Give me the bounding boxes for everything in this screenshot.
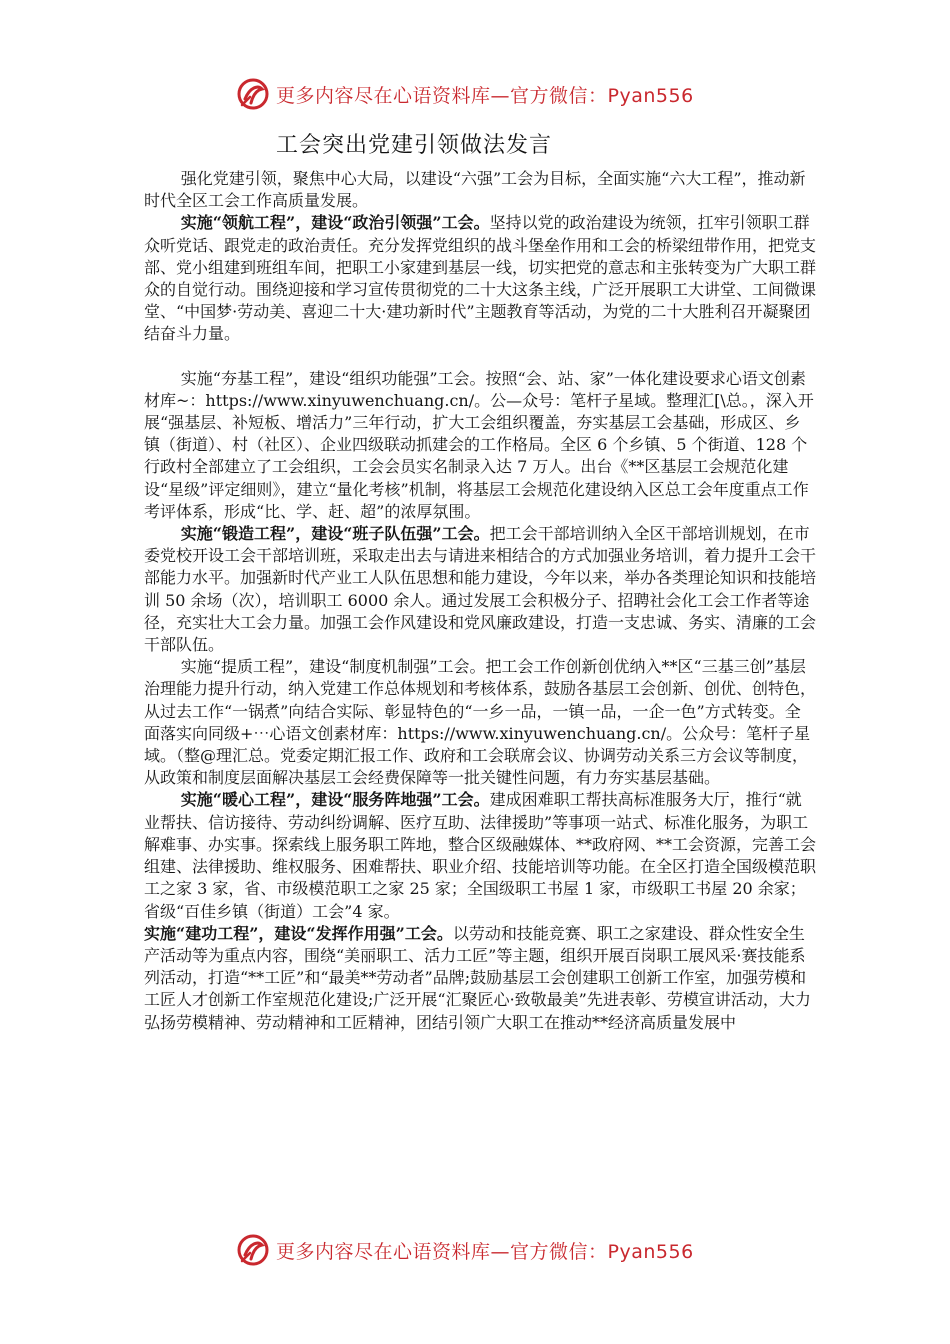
paragraph-lead: 实施“锻造工程”，建设“班子队伍强”工会。 xyxy=(180,524,490,544)
paragraph-text: 强化党建引领，聚焦中心大局，以建设“六强”工会为目标，全面实施“六大工程”，推动新时代全区工会工作高质量发展。 xyxy=(144,169,806,211)
footer-watermark-banner xyxy=(236,1232,736,1268)
paragraph-duanZao xyxy=(144,523,816,656)
brand-logo-icon xyxy=(236,1233,270,1267)
page-title: 工会突出党建引领做法发言 xyxy=(276,133,553,158)
brand-logo-icon xyxy=(236,77,270,111)
document-body xyxy=(144,168,816,1034)
paragraph-tiZhi xyxy=(144,656,816,789)
paragraph-lead: 实施“领航工程”，建设“政治引领强”工会。 xyxy=(180,213,490,233)
paragraph-intro xyxy=(144,168,816,212)
paragraph-text: 实施“提质工程”，建设“制度机制强”工会。把工会工作创新创优纳入**区“三基三创”基层治理能力提升行动，纳入党建工作总体规划和考核体系，鼓励各基层工会创新、创优、创特色，从过去工作“一锅煮”向结合实际、彰显特色的“一乡一品，一镇一品，一企一色”方式转变。全面落实向同级+⋯心语文创素材库：https://www.xinyuwenchuang.cn/。公众号：笔杆子星域。（整@理汇总。党委定期汇报工作、政府和工会联席会议、协调劳动关系三方会议等制度，从政策和制度层面解决基层工会经费保障等一批关键性问题，有力夯实基层基础。 xyxy=(144,657,817,788)
paragraph-text: 实施“夯基工程”，建设“组织功能强”工会。按照“会、站、家”一体化建设要求心语文创素材库~：https://www.xinyuwenchuang.cn/。公—众号：笔杆子星域。整理汇[\总。，深入开展“强基层、补短板、增活力”三年行动，扩大工会组织覆盖，夯实基层工会基础，形成区、乡镇（街道）、村（社区）、企业四级联动抓建会的工作格局。全区 6 个乡镇、5 个街道、128 个行政村全部建立了工会组织，工会会员实名制录入达 7 万人。出台《**区基层工会规范化建设“星级”评定细则》，建立“量化考核”机制，将基层工会规范化建设纳入区总工会年度重点工作考评体系，形成“比、学、赶、超”的浓厚氛围。 xyxy=(144,368,814,521)
header-watermark-banner xyxy=(236,76,736,112)
paragraph-hangJi xyxy=(144,368,816,523)
paragraph-lead: 实施“暖心工程”，建设“服务阵地强”工会。 xyxy=(180,790,490,810)
paragraph-text: 建成困难职工帮扶高标准服务大厅，推行“就业帮扶、信访接待、劳动纠纷调解、医疗互助、法律援助”等事项一站式、标准化服务，为职工解难事、办实事。探索线上服务职工阵地，整合区级融媒体、**政府网、**工会资源，完善工会组建、法律援助、维权服务、困难帮扶、职业介绍、技能培训等功能。在全区打造全国级模范职工之家 3 家，省、市级模范职工之家 25 家；全国级职工书屋 1 家，市级职工书屋 20 余家；省级“百佳乡镇（街道）工会”4 家。 xyxy=(144,790,817,921)
paragraph-nuanXin xyxy=(144,789,816,922)
banner-text: 更多内容尽在心语资料库—官方微信：Pyan556 xyxy=(276,1240,694,1263)
paragraph-lingHang xyxy=(144,212,816,345)
banner-text: 更多内容尽在心语资料库—官方微信：Pyan556 xyxy=(276,84,694,107)
paragraph-lead: 实施“建功工程”，建设“发挥作用强”工会。 xyxy=(144,923,453,943)
paragraph-text: 坚持以党的政治建设为统领，扛牢引领职工群众听党话、跟党走的政治责任。充分发挥党组织的战斗堡垒作用和工会的桥梁纽带作用，把党支部、党小组建到班组车间，把职工小家建到基层一线，切实把党的意志和主张转变为广大职工群众的自觉行动。围绕迎接和学习宣传贯彻党的二十大这条主线，广泛开展职工大讲堂、工间微课堂、“中国梦·劳动美、喜迎二十大·建功新时代”主题教育等活动，为党的二十大胜利召开凝聚团结奋斗力量。 xyxy=(144,213,817,344)
paragraph-text: 以劳动和技能竞赛、职工之家建设、群众性安全生产活动等为重点内容，围绕“美丽职工、活力工匠”等主题，组织开展百岗职工展风采·赛技能系列活动，打造“**工匠”和“最美**劳动者”品牌;鼓励基层工会创建职工创新工作室，加强劳模和工匠人才创新工作室规范化建设;广泛开展“汇聚匠心·致敬最美”先进表彰、劳模宣讲活动，大力弘扬劳模精神、劳动精神和工匠精神，团结引领广大职工在推动**经济高质量发展中 xyxy=(144,923,811,1032)
paragraph-jianGong xyxy=(144,923,816,1034)
paragraph-text: 把工会干部培训纳入全区干部培训规划，在市委党校开设工会干部培训班，采取走出去与请进来相结合的方式加强业务培训，着力提升工会干部能力水平。加强新时代产业工人队伍思想和能力建设，今年以来，举办各类理论知识和技能培训 50 余场（次），培训职工 6000 余人。通过发展工会积极分子、招聘社会化工会工作者等途径，充实壮大工会力量。加强工会作风建设和党风廉政建设，打造一支忠诚、务实、清廉的工会干部队伍。 xyxy=(144,524,817,655)
